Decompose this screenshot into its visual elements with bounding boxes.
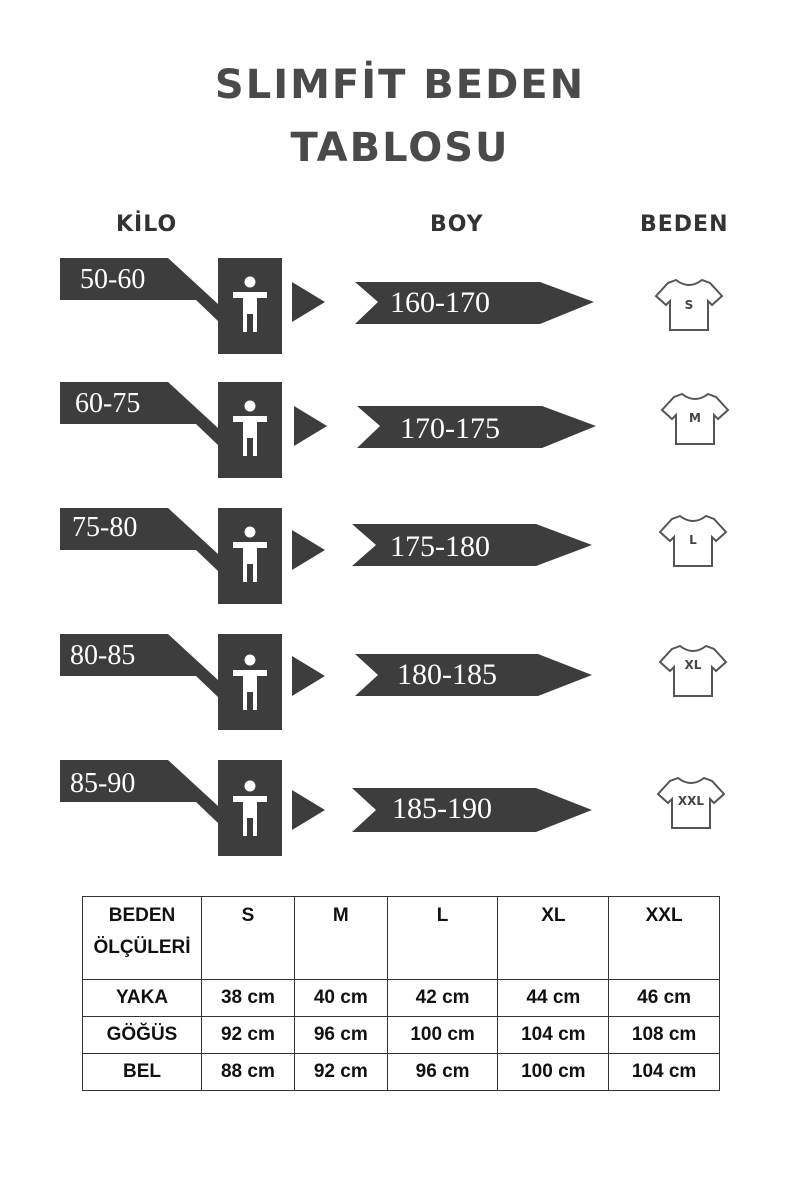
boy-range: 180-185 (397, 658, 497, 691)
table-row (83, 980, 720, 1017)
column-header-boy: BOY (430, 212, 484, 237)
size-row (0, 256, 800, 356)
table-cell: 40 cm (294, 980, 387, 1017)
table-cell: 92 cm (294, 1054, 387, 1091)
size-label: XXL (677, 794, 705, 808)
column-header-beden: BEDEN (640, 212, 729, 237)
table-header-row (83, 897, 720, 980)
size-row (0, 760, 800, 860)
table-header-label (83, 897, 202, 980)
size-row (0, 508, 800, 608)
table-cell: 100 cm (387, 1017, 498, 1054)
size-measurement-table (82, 896, 720, 1091)
table-row (83, 1017, 720, 1054)
table-header-label-line2: ÖLÇÜLERİ (93, 937, 191, 958)
size-label: XL (684, 658, 702, 672)
table-cell: 108 cm (609, 1017, 720, 1054)
page-title-line2: TABLOSU (290, 125, 510, 171)
table-row-label: YAKA (83, 980, 202, 1017)
size-row (0, 382, 800, 482)
table-header-cell: XL (498, 897, 609, 980)
table-row-label: GÖĞÜS (83, 1017, 202, 1054)
page-title-line1: SLIMFİT BEDEN (214, 62, 586, 108)
size-row (0, 634, 800, 734)
table-cell: 38 cm (202, 980, 295, 1017)
table-cell: 104 cm (498, 1017, 609, 1054)
boy-range: 175-180 (390, 530, 490, 563)
table-header-cell: S (202, 897, 295, 980)
kilo-range: 75-80 (72, 512, 138, 543)
kilo-range: 85-90 (70, 768, 136, 799)
table-cell: 100 cm (498, 1054, 609, 1091)
table-cell: 46 cm (609, 980, 720, 1017)
table-header-label-line1: BEDEN (108, 905, 176, 926)
kilo-range: 60-75 (75, 388, 141, 419)
kilo-range: 50-60 (80, 264, 146, 295)
size-label: M (689, 411, 701, 425)
table-row (83, 1054, 720, 1091)
table-cell: 104 cm (609, 1054, 720, 1091)
boy-range: 170-175 (400, 412, 500, 445)
size-label: L (689, 533, 697, 547)
table-row-label: BEL (83, 1054, 202, 1091)
kilo-range: 80-85 (70, 640, 136, 671)
table-cell: 44 cm (498, 980, 609, 1017)
table-cell: 42 cm (387, 980, 498, 1017)
table-cell: 88 cm (202, 1054, 295, 1091)
table-header-cell: L (387, 897, 498, 980)
table-header-cell: M (294, 897, 387, 980)
boy-range: 185-190 (392, 792, 492, 825)
table-cell: 92 cm (202, 1017, 295, 1054)
table-cell: 96 cm (387, 1054, 498, 1091)
size-label: S (684, 298, 694, 312)
boy-range: 160-170 (390, 286, 490, 319)
table-header-cell: XXL (609, 897, 720, 980)
column-header-kilo: KİLO (116, 212, 178, 237)
table-cell: 96 cm (294, 1017, 387, 1054)
